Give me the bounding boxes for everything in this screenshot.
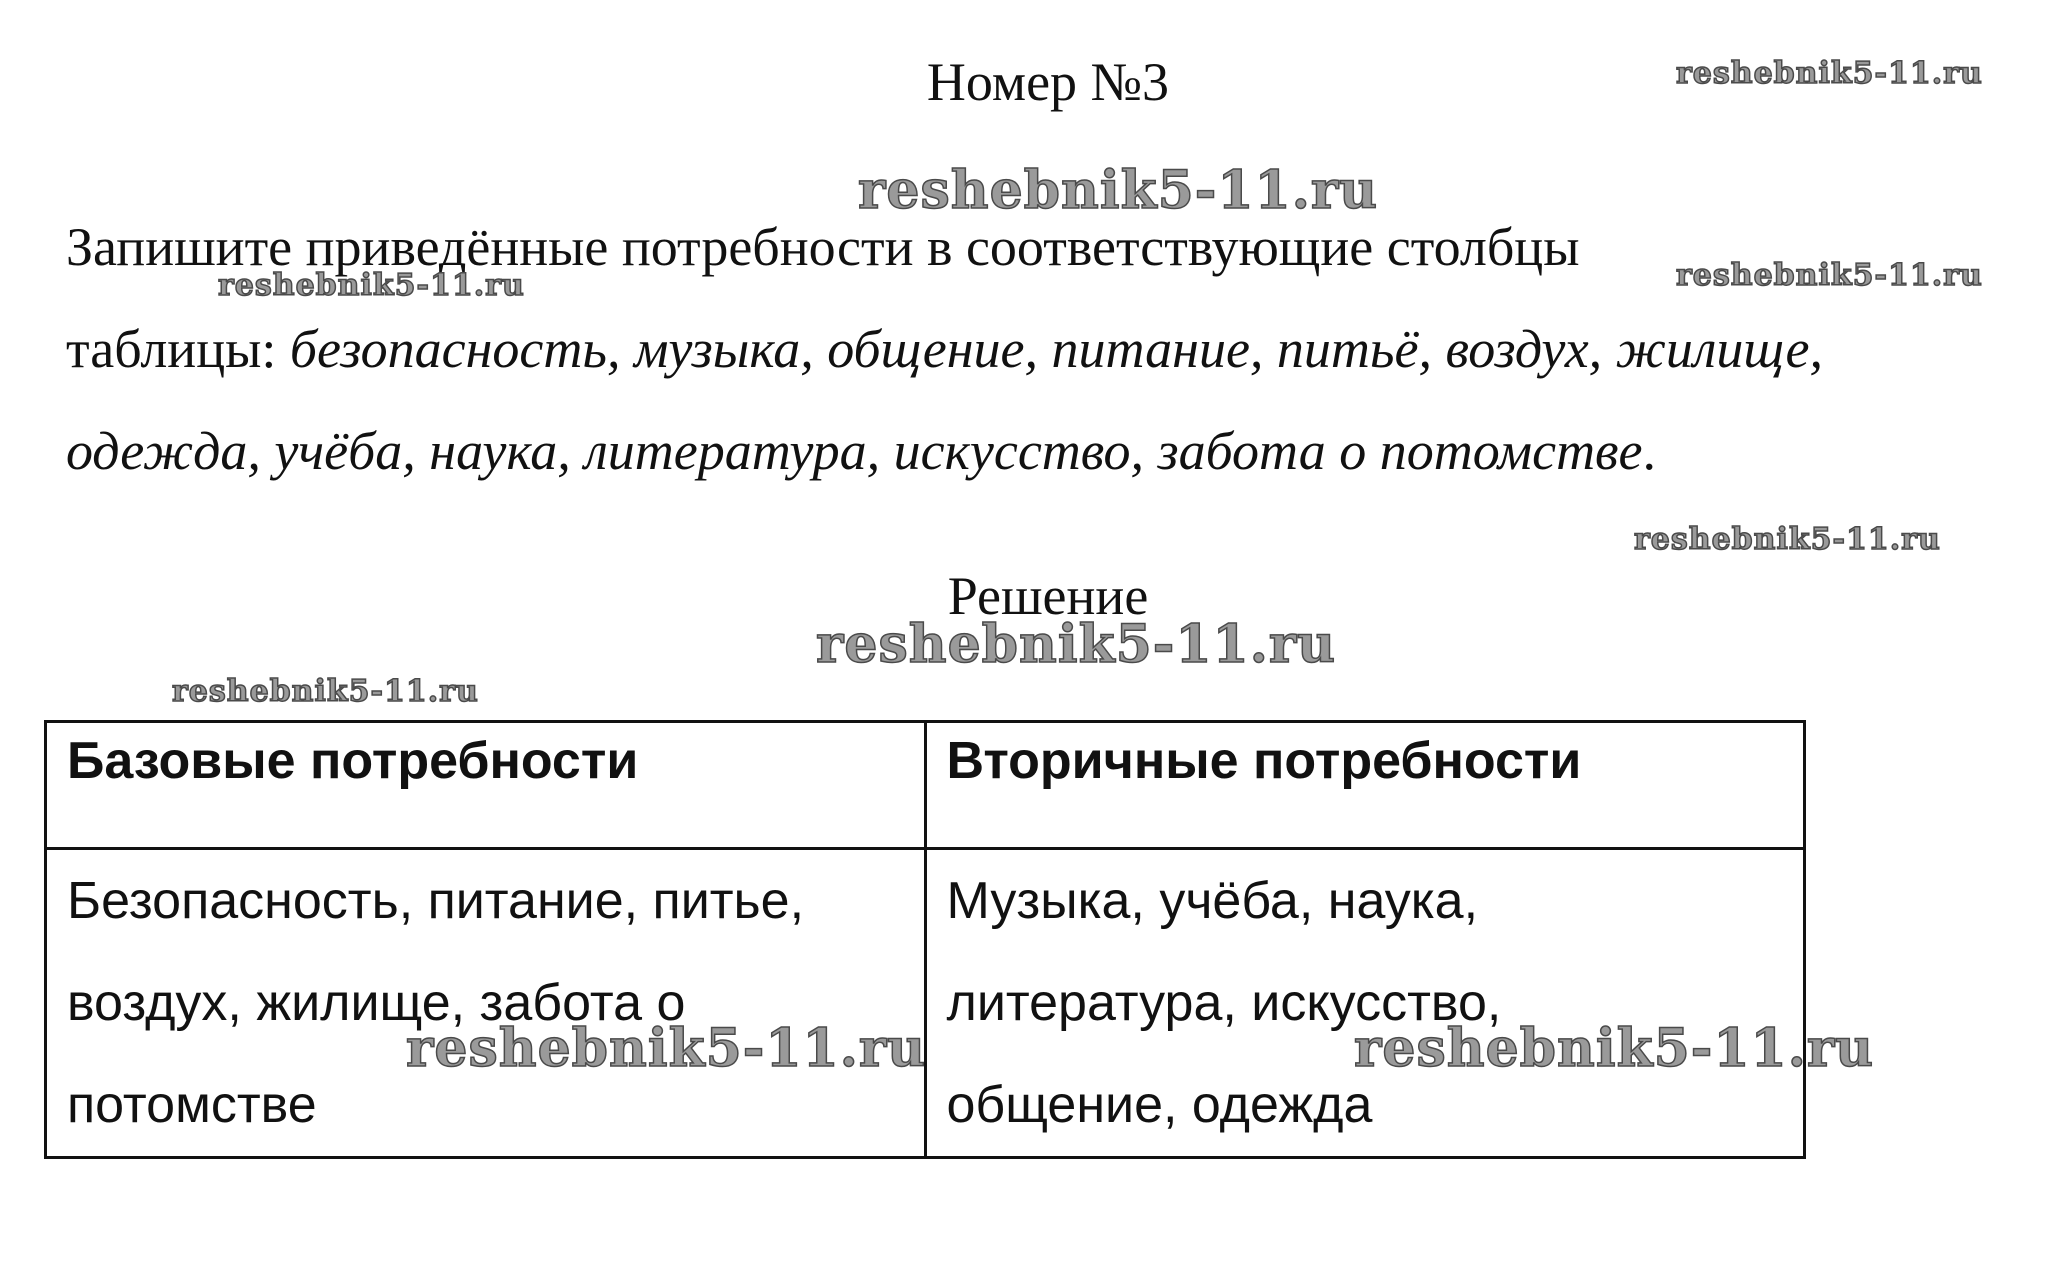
secondary-line-1: Музыка, учёба, наука, [946,872,1479,930]
watermark: reshebnik5-11.ru [816,614,1337,675]
header-secondary-needs: Вторичные потребности [925,722,1805,849]
watermark: reshebnik5-11.ru [858,160,1379,221]
needs-list-part-2: одежда, учёба, наука, литература, искусство, забота о потомстве [66,421,1643,481]
header-basic-needs: Базовые потребности [46,722,926,849]
task-text [66,196,2046,502]
task-line-1: Запишите приведённые потребности в соответствующие столбцы [66,217,1580,277]
watermark: reshebnik5-11.ru [172,674,479,709]
watermark: reshebnik5-11.ru [1634,522,1941,557]
basic-line-3: потомстве [67,1076,317,1134]
task-line-2 [66,298,2046,400]
task-line-3 [66,400,2046,502]
needs-table [44,720,1806,1159]
watermark: reshebnik5-11.ru [218,268,525,303]
cell-basic-needs [46,849,926,1158]
basic-line-2: воздух, жилище, забота о [67,974,686,1032]
watermark: reshebnik5-11.ru [1354,1018,1875,1079]
secondary-line-2: литература, искусство, [946,974,1502,1032]
watermark: reshebnik5-11.ru [1676,56,1983,91]
task-line-2-prefix: таблицы: [66,319,290,379]
solution-heading: Решение [947,566,1149,626]
secondary-line-3: общение, одежда [946,1076,1373,1134]
watermark: reshebnik5-11.ru [406,1018,927,1079]
watermark: reshebnik5-11.ru [1676,258,1983,293]
cell-secondary-needs [925,849,1805,1158]
page-title: Номер №3 [926,52,1170,112]
basic-line-1: Безопасность, питание, питье, [67,872,805,930]
task-line-3-end: . [1642,421,1656,481]
table-row [46,849,1805,1158]
needs-list-part-1: безопасность, музыка, общение, питание, питьё, воздух, жилище, [289,319,1824,379]
table-header-row [46,722,1805,849]
